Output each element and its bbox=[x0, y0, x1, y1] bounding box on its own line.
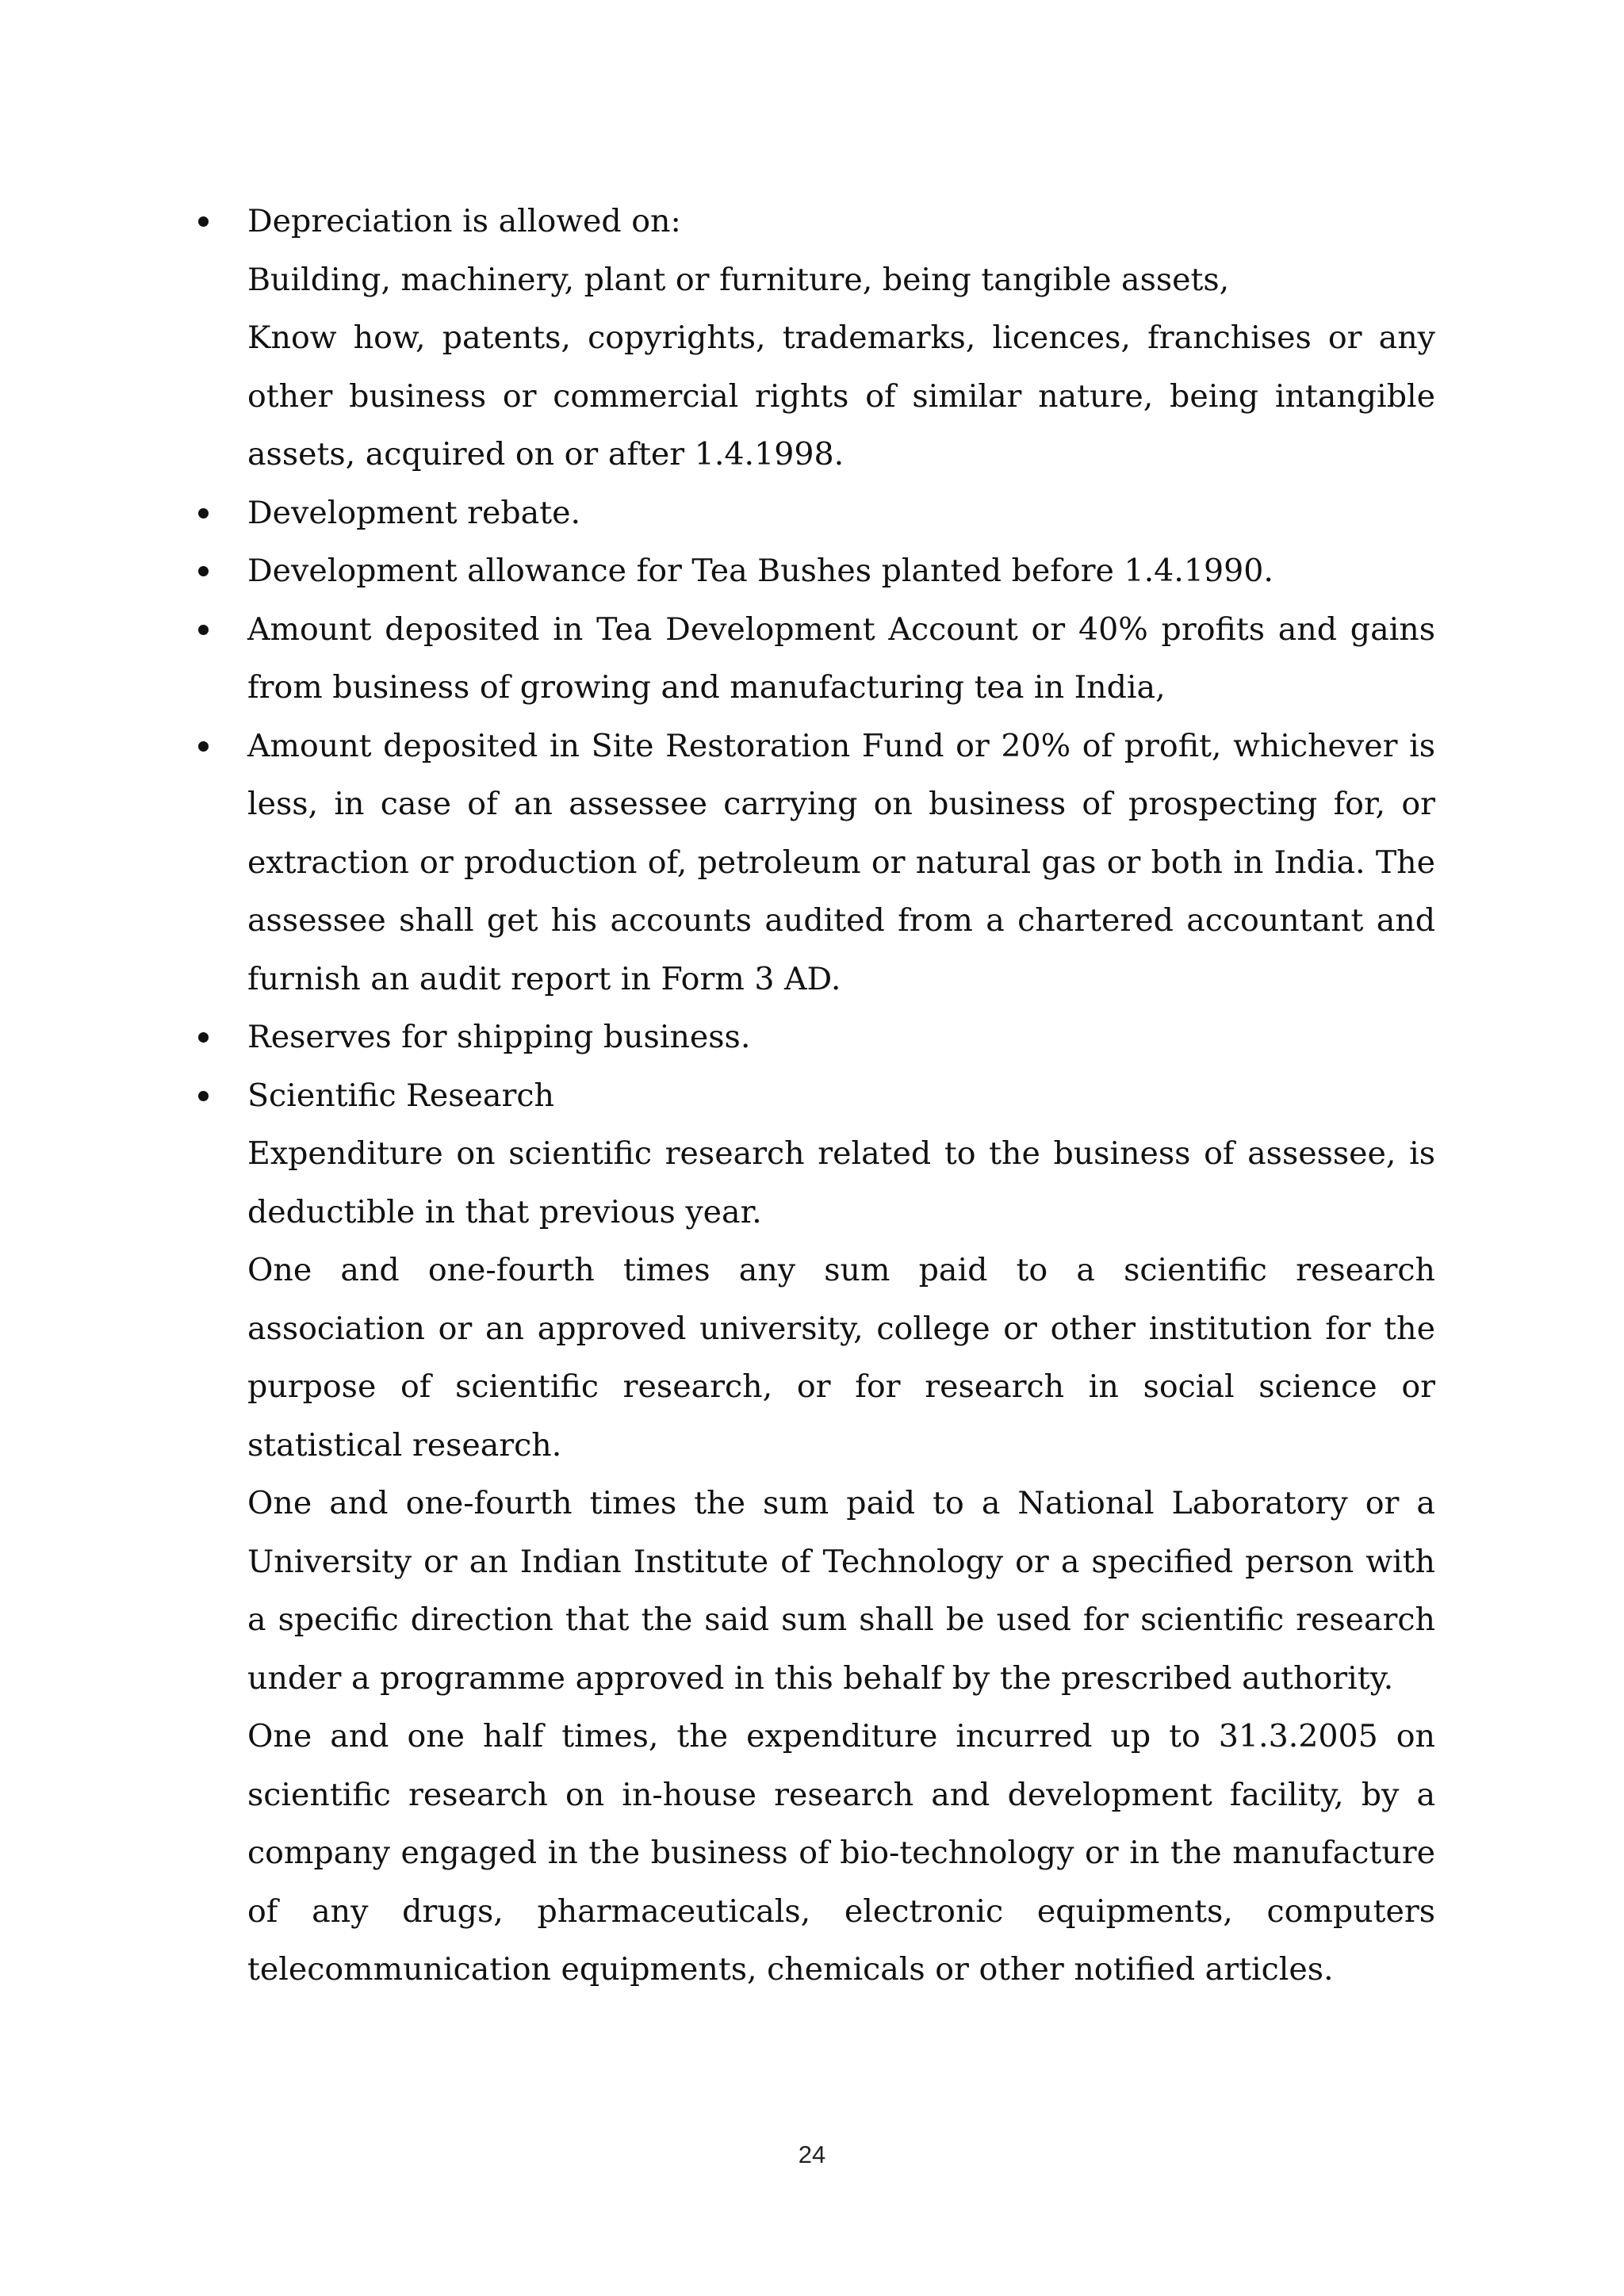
list-item-paragraph: Know how, patents, copyrights, trademarks, licences, franchises or any other business or commercial rights of similar nature, being intangible assets, acquired on or after 1.4.1998. bbox=[247, 320, 1435, 473]
bullet-icon bbox=[198, 566, 209, 576]
bullet-icon bbox=[198, 1032, 209, 1043]
bullet-icon bbox=[198, 741, 209, 752]
list-item-scientific-research bbox=[198, 1067, 1435, 1999]
list-item-heading: Development rebate. bbox=[247, 494, 581, 531]
list-item-paragraph: Building, machinery, plant or furniture, being tangible assets, bbox=[247, 261, 1230, 298]
bullet-icon bbox=[198, 1091, 209, 1101]
list-item-site-restoration-fund bbox=[198, 718, 1435, 1009]
bullet-list bbox=[198, 193, 1435, 1999]
list-item-heading: Depreciation is allowed on: bbox=[247, 203, 681, 239]
bullet-icon bbox=[198, 216, 209, 227]
list-item-heading: Development allowance for Tea Bushes planted before 1.4.1990. bbox=[247, 553, 1274, 589]
list-item-heading: Amount deposited in Site Restoration Fund or 20% of profit, whichever is less, in case of an assessee carrying on business of prospecting for, or extraction or production of, petroleum or natural gas or both in India. The assessee shall get his accounts audited from a chartered accountant and furnish an audit report in Form 3 AD. bbox=[247, 727, 1435, 997]
bullet-icon bbox=[198, 625, 209, 635]
list-item-development-rebate bbox=[198, 484, 1435, 543]
page-number: 24 bbox=[798, 2141, 826, 2168]
list-item-development-allowance bbox=[198, 542, 1435, 601]
list-item-paragraph: One and one-fourth times the sum paid to a National Laboratory or a University or an Indian Institute of Technology or a specified person with a specific direction that the said sum shall be used for scientific research under a programme approved in this behalf by the prescribed authority. bbox=[247, 1485, 1435, 1697]
list-item-heading: Reserves for shipping business. bbox=[247, 1019, 751, 1055]
list-item-paragraph: One and one-fourth times any sum paid to a scientific research association or an approved university, college or other institution for the purpose of scientific research, or for research in social science or statistical research. bbox=[247, 1252, 1435, 1464]
list-item-heading: Scientific Research bbox=[247, 1077, 554, 1114]
list-item-heading: Amount deposited in Tea Development Account or 40% profits and gains from business of growing and manufacturing tea in India, bbox=[247, 610, 1435, 706]
list-item-paragraph: Expenditure on scientific research related to the business of assessee, is deductible in that previous year. bbox=[247, 1135, 1435, 1230]
list-item-paragraph: One and one half times, the expenditure incurred up to 31.3.2005 on scientific research on in-house research and development facility, by a company engaged in the business of bio-technology or in the manufacture of any drugs, pharmaceuticals, electronic equipments, computers telecommunication equipments, chemicals or other notified articles. bbox=[247, 1718, 1435, 1988]
list-item-depreciation bbox=[198, 193, 1435, 484]
list-item-tea-development-account bbox=[198, 601, 1435, 718]
list-item-shipping-reserves bbox=[198, 1008, 1435, 1067]
bullet-icon bbox=[198, 508, 209, 519]
